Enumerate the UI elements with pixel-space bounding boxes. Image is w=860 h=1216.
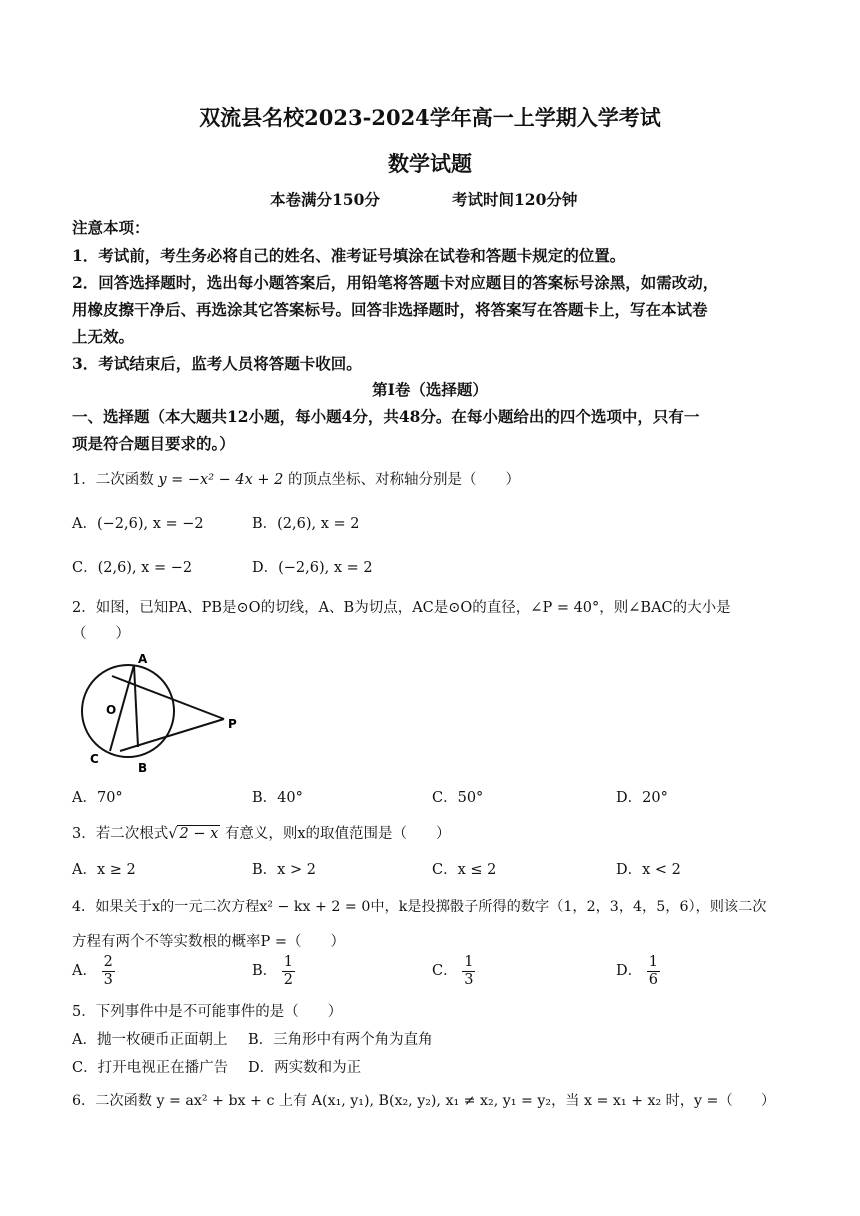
q4-d-fraction xyxy=(647,954,660,988)
q4-c-den: 3 xyxy=(464,971,474,988)
q2-option-c[interactable]: C．50° xyxy=(432,790,484,806)
q1-option-c[interactable]: C．(2,6), x = −2 xyxy=(72,560,193,576)
q3-option-a[interactable]: A．x ≥ 2 xyxy=(72,862,136,878)
label-o: O xyxy=(106,703,117,717)
q4-a-label: A． xyxy=(72,963,97,980)
q4-a-num: 2 xyxy=(103,954,113,970)
question-6-stem: 6．二次函数 y = ax² + bx + c 上有 A(x₁, y₁), B(x₂, y₂), x₁ ≠ x₂, y₁ = y₂，当 x = x₁ + x₂ 时，y =（ ） xyxy=(72,1093,776,1109)
chord-ab xyxy=(134,665,138,747)
q1-stem-pre: 1．二次函数 xyxy=(72,472,154,488)
q4-b-num: 1 xyxy=(283,954,293,970)
q4-a-den: 3 xyxy=(103,971,113,988)
q4-c-num: 1 xyxy=(464,954,474,970)
q2-option-d[interactable]: D．20° xyxy=(616,790,668,806)
q1-formula: y = −x² − 4x + 2 xyxy=(158,472,284,488)
q4-d-den: 6 xyxy=(648,971,658,988)
q3-stem-pre: 3．若二次根式 xyxy=(72,826,169,842)
tangent-circle-figure xyxy=(72,648,252,778)
note-1: 1．考试前，考生务必将自己的姓名、准考证号填涂在试卷和答题卡规定的位置。 xyxy=(72,246,626,265)
q4-option-b[interactable] xyxy=(252,954,295,988)
q4-a-fraction xyxy=(102,954,115,988)
circle-o xyxy=(82,665,174,757)
q4-d-label: D． xyxy=(616,963,643,980)
question-4-stem-line1: 4．如果关于x的一元二次方程x² − kx + 2 = 0中，k是投掷骰子所得的数字（1，2，3，4，5，6），则该二次 xyxy=(72,899,767,915)
section-instructions-line1: 一、选择题（本大题共12小题，每小题4分，共48分。在每小题给出的四个选项中，只有一 xyxy=(72,407,700,426)
notes-heading: 注意本项： xyxy=(72,218,150,237)
q1-option-a[interactable]: A．(−2,6), x = −2 xyxy=(72,516,204,532)
question-4-stem-line2: 方程有两个不等实数根的概率P =（ ） xyxy=(72,934,346,950)
label-p: P xyxy=(228,717,237,731)
question-2-stem-line2: （ ） xyxy=(72,626,130,642)
full-score: 本卷满分150分 xyxy=(270,190,380,209)
label-c: C xyxy=(90,752,99,766)
q4-c-label: C． xyxy=(432,963,458,980)
q4-d-num: 1 xyxy=(648,954,658,970)
q1-stem-post: 的顶点坐标、对称轴分别是（ ） xyxy=(288,472,521,488)
q5-option-b[interactable]: B．三角形中有两个角为直角 xyxy=(248,1032,433,1048)
question-3-stem xyxy=(72,822,451,843)
exam-time: 考试时间120分钟 xyxy=(452,190,578,209)
q3-option-d[interactable]: D．x < 2 xyxy=(616,862,681,878)
q4-b-fraction xyxy=(282,954,295,988)
note-2-line1: 2．回答选择题时，选出每小题答案后，用铅笔将答题卡对应题目的答案标号涂黑，如需改动， xyxy=(72,273,719,292)
note-2-line3: 上无效。 xyxy=(72,327,135,346)
q5-option-d[interactable]: D．两实数和为正 xyxy=(248,1060,362,1076)
q1-option-b[interactable]: B．(2,6), x = 2 xyxy=(252,516,360,532)
exam-subject: 数学试题 xyxy=(388,151,472,176)
q4-b-label: B． xyxy=(252,963,278,980)
q4-b-den: 2 xyxy=(283,971,293,988)
q4-option-a[interactable] xyxy=(72,954,115,988)
q3-radicand: 2 − x xyxy=(179,826,219,842)
label-b: B xyxy=(138,761,148,775)
section-instructions-line2: 项是符合题目要求的。） xyxy=(72,434,235,453)
q4-c-fraction xyxy=(462,954,475,988)
exam-title: 双流县名校2023-2024学年高一上学期入学考试 xyxy=(199,105,661,130)
q4-option-d[interactable] xyxy=(616,954,660,988)
q2-option-b[interactable]: B．40° xyxy=(252,790,303,806)
q3-stem-post: 有意义，则x的取值范围是（ ） xyxy=(224,826,451,842)
note-3: 3．考试结束后，监考人员将答题卡收回。 xyxy=(72,354,362,373)
question-5-stem: 5．下列事件中是不可能事件的是（ ） xyxy=(72,1004,343,1020)
note-2-line2: 用橡皮擦干净后、再选涂其它答案标号。回答非选择题时，将答案写在答题卡上，写在本试卷 xyxy=(72,300,708,319)
q5-option-c[interactable]: C．打开电视正在播广告 xyxy=(72,1060,229,1076)
q3-option-c[interactable]: C．x ≤ 2 xyxy=(432,862,497,878)
q2-option-a[interactable]: A．70° xyxy=(72,790,123,806)
q1-option-d[interactable]: D．(−2,6), x = 2 xyxy=(252,560,373,576)
q3-option-b[interactable]: B．x > 2 xyxy=(252,862,316,878)
question-2-stem-line1: 2．如图，已知PA、PB是⊙O的切线，A、B为切点，AC是⊙O的直径，∠P = 40°，则∠BAC的大小是 xyxy=(72,600,731,616)
label-a: A xyxy=(138,652,148,666)
part1-heading: 第Ⅰ卷（选择题） xyxy=(372,380,488,399)
question-1-stem xyxy=(72,468,520,489)
q5-option-a[interactable]: A．抛一枚硬币正面朝上 xyxy=(72,1032,228,1048)
sqrt-sign: √ xyxy=(168,826,178,842)
q4-option-c[interactable] xyxy=(432,954,475,988)
